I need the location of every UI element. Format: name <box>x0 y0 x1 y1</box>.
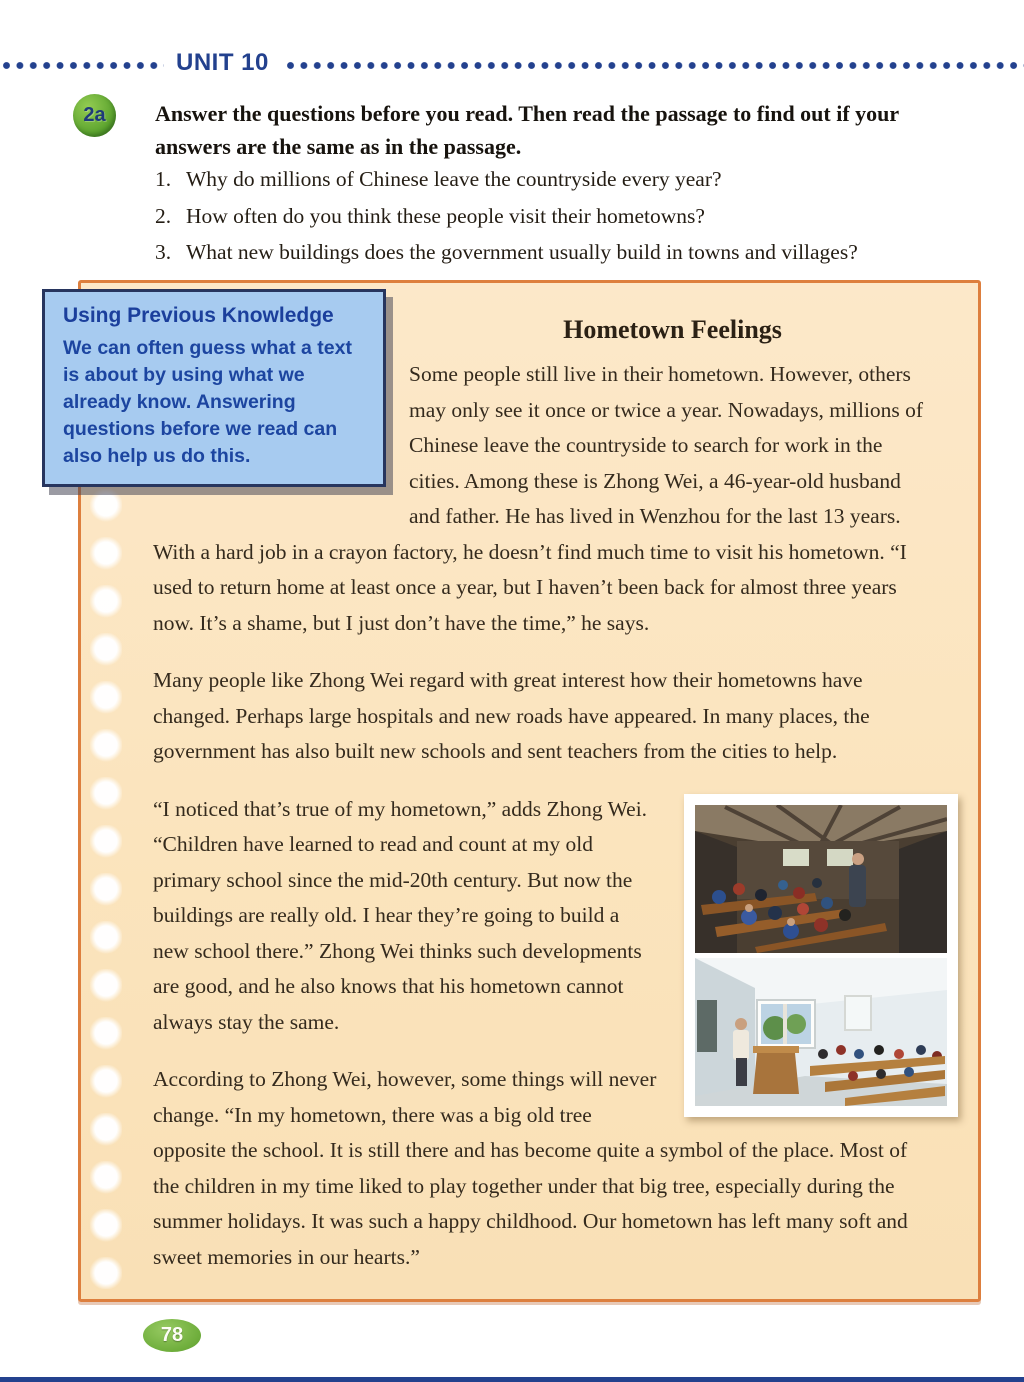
old-classroom-photo <box>695 805 947 953</box>
passage-paragraph-3: “I noticed that’s true of my hometown,” adds Zhong Wei. “Children have learned to read and count at my old primary school since the mid-20th century. But now the buildings are really old. I hear they’re going to build a new school there.” Zhong Wei thinks such developments are good, and he also knows that his hometown cannot always stay the same. <box>153 796 648 1034</box>
question-text: Why do millions of Chinese leave the countryside every year? <box>186 167 722 191</box>
passage-content <box>81 283 978 1297</box>
passage-title: Hometown Feelings <box>563 315 782 344</box>
passage-paragraph-1: Some people still live in their hometown. However, others may only see it once or twice a year. Nowadays, millions of Chinese leave the countryside to search for work in the cities. Among these is Zhong Wei, a 46-year-old husband and father. He has lived in Wenzhou for the last 13 years. With a hard job in a crayon factory, he doesn’t find much time to visit his hometown. “I used to return home at least once a year, but I haven’t been back for almost three years now. It’s a shame, but I just don’t have the time,” he says. <box>153 362 924 635</box>
dotted-line-left <box>2 61 164 71</box>
question-list <box>155 167 1020 277</box>
activity-instruction: Answer the questions before you read. Then read the passage to find out if your answers are the same as in the passage. <box>155 101 899 159</box>
activity-badge-label: 2a <box>83 104 106 126</box>
bottom-border-bar <box>0 1377 1024 1382</box>
unit-title: UNIT 10 <box>176 49 269 76</box>
question-text: How often do you think these people visit their hometowns? <box>186 203 705 228</box>
classroom-photos <box>684 794 958 1117</box>
passage-paragraph-2: Many people like Zhong Wei regard with great interest how their hometowns have changed. Perhaps large hospitals and new roads have appeared. In many places, the government has also built new schools and sent teachers from the cities to help. <box>153 668 870 763</box>
reading-passage-card <box>63 280 981 1302</box>
question-number: 2. <box>155 203 172 228</box>
question-item <box>155 240 1020 265</box>
question-item <box>155 167 1020 192</box>
page-number-badge: 78 <box>143 1319 201 1352</box>
dotted-line-right <box>286 61 1024 71</box>
new-classroom-photo <box>695 958 947 1106</box>
strategy-box-body: We can often guess what a text is about by using what we already know. Answering questions before we read can also help us do this. <box>63 337 352 467</box>
question-text: What new buildings does the government usually build in towns and villages? <box>186 240 858 264</box>
strategy-box-title: Using Previous Knowledge <box>63 304 334 327</box>
activity-badge <box>73 94 116 137</box>
question-item <box>155 204 1020 229</box>
question-number: 3. <box>155 240 172 264</box>
unit-header <box>0 48 1024 82</box>
passage-paragraph-4: According to Zhong Wei, however, some things will never change. “In my hometown, there was a big old tree opposite the school. It is still there and has become quite a symbol of the place. Most of the children in my time liked to play together under that big tree, especially during the summer holidays. It was such a happy childhood. Our hometown has left many soft and sweet memories in our hearts.” <box>153 1067 908 1269</box>
strategy-box-spacer <box>153 309 409 507</box>
question-number: 1. <box>155 167 172 191</box>
